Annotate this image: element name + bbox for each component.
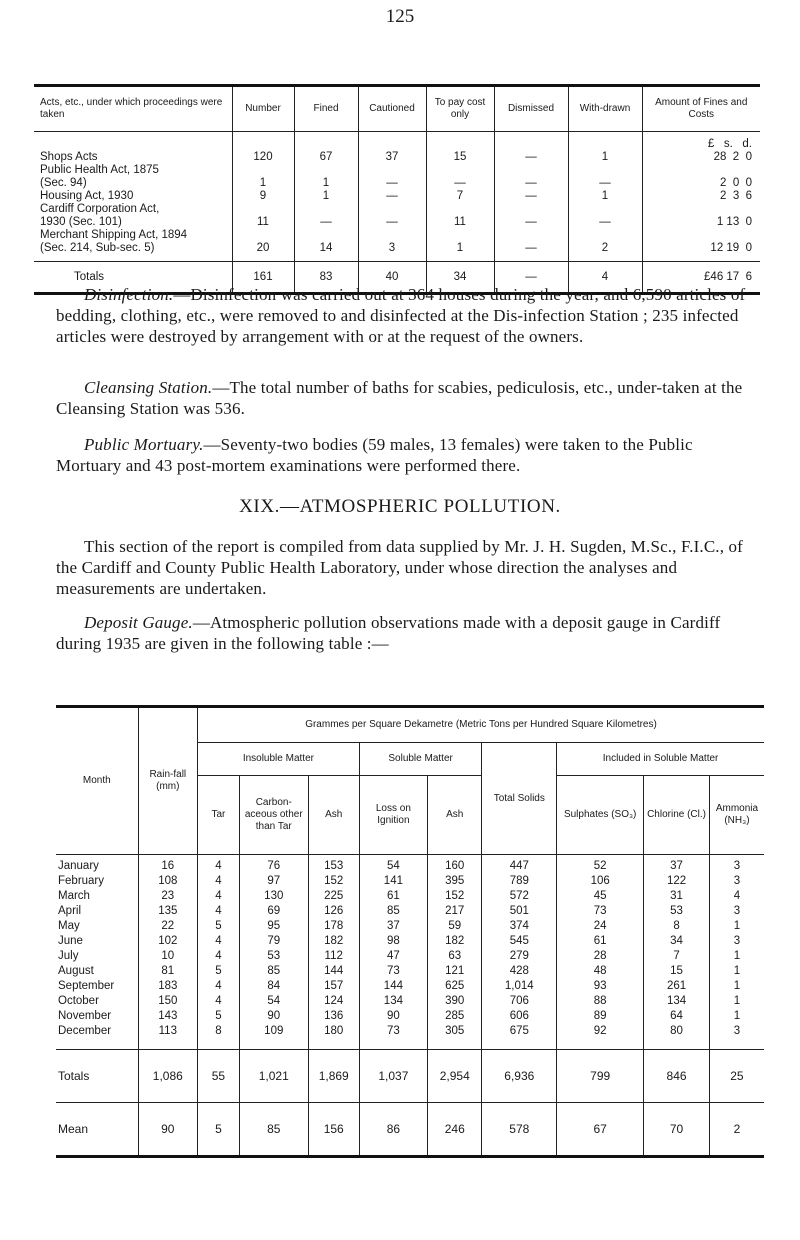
pollution-cell: 5: [198, 1009, 240, 1024]
proceedings-row: [34, 203, 760, 216]
month-row: [56, 964, 764, 979]
month-name: February: [58, 875, 105, 887]
proceedings-cell: 2 0 0: [642, 177, 760, 190]
deposit-paragraph: [56, 612, 756, 654]
proceedings-cell: —: [494, 151, 568, 164]
mean-row: [56, 1103, 764, 1157]
totals-row: [56, 1050, 764, 1103]
act-name: Public Health Act, 1875: [40, 164, 159, 176]
totals-cell: 25: [709, 1050, 764, 1103]
pollution-cell: 447: [482, 855, 557, 875]
pollution-cell: 4: [198, 889, 240, 904]
pollution-cell: 7: [644, 949, 710, 964]
pollution-cell: 85: [359, 904, 427, 919]
pollution-cell: 178: [308, 919, 359, 934]
pollution-cell: 789: [482, 874, 557, 889]
pollution-cell: 23: [138, 889, 197, 904]
proceedings-row: [34, 216, 760, 229]
proceedings-row: [34, 177, 760, 190]
proceedings-cell: 1: [294, 177, 358, 190]
proceedings-cell: —: [568, 177, 642, 190]
pollution-cell: 545: [482, 934, 557, 949]
proceedings-row: [34, 151, 760, 164]
pollution-cell: 48: [557, 964, 644, 979]
proceedings-cell: [642, 164, 760, 177]
mortuary-paragraph: [56, 434, 756, 476]
pollution-cell: 59: [428, 919, 482, 934]
proceedings-cell: [494, 229, 568, 242]
proceedings-cell: 28 2 0: [642, 151, 760, 164]
pollution-cell: 31: [644, 889, 710, 904]
pollution-cell: 4: [198, 979, 240, 994]
header-grammes: Grammes per Square Dekametre (Metric Tons per Hundred Square Kilometres): [198, 707, 764, 743]
pollution-cell: 390: [428, 994, 482, 1009]
act-name: (Sec. 94): [40, 177, 87, 189]
pollution-cell: 53: [239, 949, 308, 964]
pollution-cell: 102: [138, 934, 197, 949]
proceedings-cell: [568, 229, 642, 242]
proceedings-cell: [642, 203, 760, 216]
pollution-cell: 160: [428, 855, 482, 875]
pollution-cell: 98: [359, 934, 427, 949]
header-soluble-ash: Ash: [428, 776, 482, 855]
month-name: July: [58, 950, 79, 962]
mean-cell: 156: [308, 1103, 359, 1157]
header-insoluble: Insoluble Matter: [198, 743, 360, 776]
pollution-cell: 126: [308, 904, 359, 919]
totals-cell: 1,021: [239, 1050, 308, 1103]
pollution-cell: 63: [428, 949, 482, 964]
month-name: January: [58, 860, 99, 872]
pollution-cell: 84: [239, 979, 308, 994]
proceedings-cell: —: [494, 190, 568, 203]
pollution-cell: 374: [482, 919, 557, 934]
pollution-cell: 1: [709, 919, 764, 934]
pollution-cell: 8: [644, 919, 710, 934]
month-name: November: [58, 1010, 112, 1022]
pollution-table: [56, 705, 764, 1158]
pollution-cell: 15: [644, 964, 710, 979]
pollution-cell: 10: [138, 949, 197, 964]
pollution-cell: 5: [198, 964, 240, 979]
totals-cell: 846: [644, 1050, 710, 1103]
proceedings-cell: [568, 203, 642, 216]
proceedings-cell: 11: [232, 216, 294, 229]
pollution-cell: 4: [198, 949, 240, 964]
pollution-cell: 144: [308, 964, 359, 979]
currency-row: [34, 132, 760, 152]
mortuary-text: —Seventy-two bodies (59 males, 13 females) were taken to the Public Mortuary and 43 post-mortem examinations were performed there.: [56, 435, 693, 475]
proceedings-cell: 9: [232, 190, 294, 203]
cleansing-paragraph: [56, 377, 756, 419]
pollution-cell: 3: [709, 874, 764, 889]
pollution-cell: 95: [239, 919, 308, 934]
pollution-cell: 261: [644, 979, 710, 994]
month-row: [56, 979, 764, 994]
proceedings-cell: —: [358, 216, 426, 229]
pollution-cell: 124: [308, 994, 359, 1009]
totals-cell: 2,954: [428, 1050, 482, 1103]
disinfection-paragraph: [56, 284, 756, 347]
totals-cell: 1,869: [308, 1050, 359, 1103]
pollution-cell: 112: [308, 949, 359, 964]
disinfection-text: —Disinfection was carried out at 364 houses during the year, and 6,590 articles of bedding, clothing, etc., were removed to and disinfected at the Dis-infection Station ; 235 infected articles were destroyed by arrangement with or at the request of the owners.: [56, 285, 746, 346]
pollution-cell: 3: [709, 934, 764, 949]
month-name: June: [58, 935, 83, 947]
pollution-cell: 428: [482, 964, 557, 979]
pollution-cell: 134: [644, 994, 710, 1009]
month-name: May: [58, 920, 80, 932]
proceedings-cell: 37: [358, 151, 426, 164]
act-name: Shops Acts: [40, 151, 98, 163]
pollution-cell: 4: [198, 904, 240, 919]
proceedings-cell: [232, 229, 294, 242]
pollution-cell: 81: [138, 964, 197, 979]
proceedings-cell: 14: [294, 242, 358, 262]
pollution-cell: 606: [482, 1009, 557, 1024]
pollution-cell: 73: [359, 964, 427, 979]
proceedings-cell: [426, 229, 494, 242]
pollution-cell: 1: [709, 949, 764, 964]
mean-cell: 86: [359, 1103, 427, 1157]
header-total-solids: Total Solids: [482, 743, 557, 855]
header-carbonaceous: Carbon-aceous other than Tar: [239, 776, 308, 855]
pollution-cell: 80: [644, 1024, 710, 1050]
totals-cell: 799: [557, 1050, 644, 1103]
pollution-cell: 4: [198, 994, 240, 1009]
pollution-cell: 85: [239, 964, 308, 979]
pollution-cell: 675: [482, 1024, 557, 1050]
pollution-cell: 1: [709, 1009, 764, 1024]
pollution-cell: 1,014: [482, 979, 557, 994]
header-tar: Tar: [198, 776, 240, 855]
pollution-cell: 3: [709, 855, 764, 875]
pollution-cell: 34: [644, 934, 710, 949]
month-row: [56, 934, 764, 949]
pollution-cell: 182: [308, 934, 359, 949]
pollution-cell: 141: [359, 874, 427, 889]
proceedings-total-cell: —: [494, 262, 568, 294]
pollution-cell: 572: [482, 889, 557, 904]
pollution-cell: 109: [239, 1024, 308, 1050]
proceedings-cell: —: [294, 216, 358, 229]
pollution-cell: 93: [557, 979, 644, 994]
proceedings-total-cell: 34: [426, 262, 494, 294]
proceedings-total-cell: 161: [232, 262, 294, 294]
deposit-text: —Atmospheric pollution observations made with a deposit gauge in Cardiff during 1935 are given in the following table :—: [56, 613, 721, 653]
proceedings-cell: [494, 164, 568, 177]
totals-label: Totals: [74, 270, 105, 283]
mean-cell: 85: [239, 1103, 308, 1157]
mean-cell: 90: [138, 1103, 197, 1157]
header-included: Included in Soluble Matter: [557, 743, 764, 776]
totals-cell: 55: [198, 1050, 240, 1103]
pollution-cell: 136: [308, 1009, 359, 1024]
act-name: Cardiff Corporation Act,: [40, 203, 160, 215]
proceedings-cell: —: [358, 177, 426, 190]
pollution-cell: 106: [557, 874, 644, 889]
proceedings-cell: —: [494, 216, 568, 229]
header-withdrawn: With-drawn: [568, 86, 642, 132]
pollution-cell: 3: [709, 904, 764, 919]
pollution-cell: 28: [557, 949, 644, 964]
proceedings-cell: [232, 203, 294, 216]
pollution-cell: 61: [557, 934, 644, 949]
section-text: This section of the report is compiled from data supplied by Mr. J. H. Sugden, M.Sc., F.I.C., of the Cardiff and County Public Health Laboratory, under whose direction the analyses and measurements are undertaken.: [56, 537, 743, 598]
proceedings-cell: 1 13 0: [642, 216, 760, 229]
pollution-cell: 305: [428, 1024, 482, 1050]
pollution-cell: 1: [709, 964, 764, 979]
pollution-cell: 79: [239, 934, 308, 949]
page-number: 125: [385, 6, 415, 27]
pollution-cell: 8: [198, 1024, 240, 1050]
mean-cell: 67: [557, 1103, 644, 1157]
header-acts: Acts, etc., under which proceedings were taken: [40, 97, 223, 120]
header-chlorine: Chlorine (Cl.): [644, 776, 710, 855]
pollution-cell: 52: [557, 855, 644, 875]
pollution-cell: 108: [138, 874, 197, 889]
proceedings-cell: 3: [358, 242, 426, 262]
pollution-cell: 61: [359, 889, 427, 904]
proceedings-cell: [358, 229, 426, 242]
proceedings-cell: 1: [294, 190, 358, 203]
pollution-cell: 395: [428, 874, 482, 889]
month-name: September: [58, 980, 115, 992]
pollution-cell: 152: [428, 889, 482, 904]
proceedings-cell: [232, 164, 294, 177]
proceedings-total-cell: 4: [568, 262, 642, 294]
proceedings-cell: [426, 203, 494, 216]
pollution-cell: 97: [239, 874, 308, 889]
act-name: Merchant Shipping Act, 1894: [40, 229, 188, 241]
act-name: (Sec. 214, Sub-sec. 5): [40, 242, 155, 254]
proceedings-cell: [294, 164, 358, 177]
pollution-cell: 64: [644, 1009, 710, 1024]
header-to-pay-cost: To pay cost only: [426, 86, 494, 132]
proceedings-cell: 120: [232, 151, 294, 164]
proceedings-cell: 1: [426, 242, 494, 262]
header-month: Month: [56, 707, 138, 855]
currency-header: £ s. d.: [642, 132, 760, 152]
mean-label: Mean: [58, 1121, 89, 1136]
month-row: [56, 1024, 764, 1050]
cleansing-text: —The total number of baths for scabies, pediculosis, etc., under-taken at the Cleansing Station was 536.: [56, 378, 743, 418]
header-ash: Ash: [308, 776, 359, 855]
pollution-cell: 182: [428, 934, 482, 949]
month-row: [56, 1009, 764, 1024]
pollution-cell: 122: [644, 874, 710, 889]
proceedings-cell: —: [494, 177, 568, 190]
pollution-cell: 1: [709, 979, 764, 994]
proceedings-cell: [642, 229, 760, 242]
proceedings-cell: 2: [568, 242, 642, 262]
pollution-cell: 113: [138, 1024, 197, 1050]
pollution-cell: 279: [482, 949, 557, 964]
month-row: [56, 874, 764, 889]
header-ammonia: Ammonia (NH₃): [709, 776, 764, 855]
pollution-cell: 1: [709, 994, 764, 1009]
totals-cell: 6,936: [482, 1050, 557, 1103]
pollution-cell: 152: [308, 874, 359, 889]
pollution-cell: 4: [198, 874, 240, 889]
header-amount: Amount of Fines and Costs: [642, 86, 760, 132]
pollution-cell: 144: [359, 979, 427, 994]
pollution-cell: 3: [709, 1024, 764, 1050]
pollution-cell: 90: [239, 1009, 308, 1024]
mean-cell: 70: [644, 1103, 710, 1157]
proceedings-cell: [358, 203, 426, 216]
header-cautioned: Cautioned: [358, 86, 426, 132]
pollution-cell: 225: [308, 889, 359, 904]
pollution-cell: 37: [644, 855, 710, 875]
proceedings-cell: [294, 203, 358, 216]
pollution-cell: 69: [239, 904, 308, 919]
pollution-cell: 47: [359, 949, 427, 964]
pollution-cell: 89: [557, 1009, 644, 1024]
pollution-cell: 45: [557, 889, 644, 904]
proceedings-header-row: [34, 86, 760, 132]
pollution-cell: 157: [308, 979, 359, 994]
pollution-cell: 285: [428, 1009, 482, 1024]
proceedings-cell: 20: [232, 242, 294, 262]
proceedings-row: [34, 229, 760, 242]
totals-label: Totals: [56, 1050, 138, 1103]
proceedings-cell: [294, 229, 358, 242]
pollution-cell: 90: [359, 1009, 427, 1024]
mortuary-title: Public Mortuary.: [84, 435, 204, 454]
pollution-cell: 37: [359, 919, 427, 934]
pollution-cell: 53: [644, 904, 710, 919]
header-rainfall: Rain-fall (mm): [138, 707, 197, 855]
proceedings-cell: 12 19 0: [642, 242, 760, 262]
proceedings-total-cell: 40: [358, 262, 426, 294]
pollution-cell: 73: [359, 1024, 427, 1050]
pollution-cell: 24: [557, 919, 644, 934]
proceedings-cell: [358, 164, 426, 177]
pollution-cell: 5: [198, 919, 240, 934]
pollution-cell: 88: [557, 994, 644, 1009]
pollution-cell: 16: [138, 855, 197, 875]
pollution-cell: 73: [557, 904, 644, 919]
proceedings-cell: 67: [294, 151, 358, 164]
pollution-cell: 153: [308, 855, 359, 875]
header-loss-on-ignition: Loss on Ignition: [359, 776, 427, 855]
proceedings-table: [34, 84, 760, 295]
pollution-cell: 150: [138, 994, 197, 1009]
proceedings-row: [34, 164, 760, 177]
proceedings-row: [34, 190, 760, 203]
proceedings-cell: —: [358, 190, 426, 203]
mean-cell: 578: [482, 1103, 557, 1157]
pollution-cell: 4: [709, 889, 764, 904]
cleansing-title: Cleansing Station.: [84, 378, 213, 397]
mean-cell: 246: [428, 1103, 482, 1157]
header-fined: Fined: [294, 86, 358, 132]
pollution-cell: 54: [359, 855, 427, 875]
month-row: [56, 889, 764, 904]
header-dismissed: Dismissed: [494, 86, 568, 132]
month-name: March: [58, 890, 90, 902]
pollution-cell: 217: [428, 904, 482, 919]
pollution-cell: 625: [428, 979, 482, 994]
proceedings-cell: 1: [568, 151, 642, 164]
month-row: [56, 994, 764, 1009]
pollution-cell: 706: [482, 994, 557, 1009]
totals-cell: 1,086: [138, 1050, 197, 1103]
section-paragraph: [56, 536, 756, 599]
pollution-cell: 130: [239, 889, 308, 904]
proceedings-cell: 15: [426, 151, 494, 164]
pollution-cell: 135: [138, 904, 197, 919]
month-row: [56, 919, 764, 934]
pollution-cell: 4: [198, 934, 240, 949]
month-name: October: [58, 995, 99, 1007]
pollution-cell: 54: [239, 994, 308, 1009]
proceedings-cell: 7: [426, 190, 494, 203]
act-name: 1930 (Sec. 101): [40, 216, 122, 228]
month-name: December: [58, 1025, 112, 1037]
deposit-title: Deposit Gauge.: [84, 613, 193, 632]
header-soluble: Soluble Matter: [359, 743, 482, 776]
month-name: August: [58, 965, 94, 977]
month-row: [56, 904, 764, 919]
pollution-cell: 22: [138, 919, 197, 934]
pollution-cell: 76: [239, 855, 308, 875]
month-row: [56, 949, 764, 964]
proceedings-cell: 11: [426, 216, 494, 229]
pollution-cell: 501: [482, 904, 557, 919]
proceedings-cell: [494, 203, 568, 216]
proceedings-cell: —: [494, 242, 568, 262]
proceedings-cell: 1: [232, 177, 294, 190]
pollution-cell: 183: [138, 979, 197, 994]
month-name: April: [58, 905, 82, 917]
proceedings-cell: 2 3 6: [642, 190, 760, 203]
proceedings-cell: —: [568, 216, 642, 229]
proceedings-cell: [426, 164, 494, 177]
header-number: Number: [232, 86, 294, 132]
proceedings-total-cell: 83: [294, 262, 358, 294]
pollution-cell: 143: [138, 1009, 197, 1024]
proceedings-total-cell: £46 17 6: [642, 262, 760, 294]
mean-cell: 2: [709, 1103, 764, 1157]
pollution-cell: 121: [428, 964, 482, 979]
pollution-cell: 4: [198, 855, 240, 875]
pollution-header-row-1: [56, 707, 764, 743]
proceedings-cell: —: [426, 177, 494, 190]
proceedings-cell: 1: [568, 190, 642, 203]
proceedings-row: [34, 242, 760, 262]
disinfection-title: Disinfection.: [84, 285, 174, 304]
month-row: [56, 855, 764, 875]
pollution-cell: 92: [557, 1024, 644, 1050]
header-sulphates: Sulphates (SO₃): [557, 776, 644, 855]
section-heading: XIX.—ATMOSPHERIC POLLUTION.: [239, 496, 561, 517]
pollution-cell: 134: [359, 994, 427, 1009]
pollution-cell: 180: [308, 1024, 359, 1050]
act-name: Housing Act, 1930: [40, 190, 134, 202]
proceedings-cell: [568, 164, 642, 177]
mean-cell: 5: [198, 1103, 240, 1157]
totals-cell: 1,037: [359, 1050, 427, 1103]
